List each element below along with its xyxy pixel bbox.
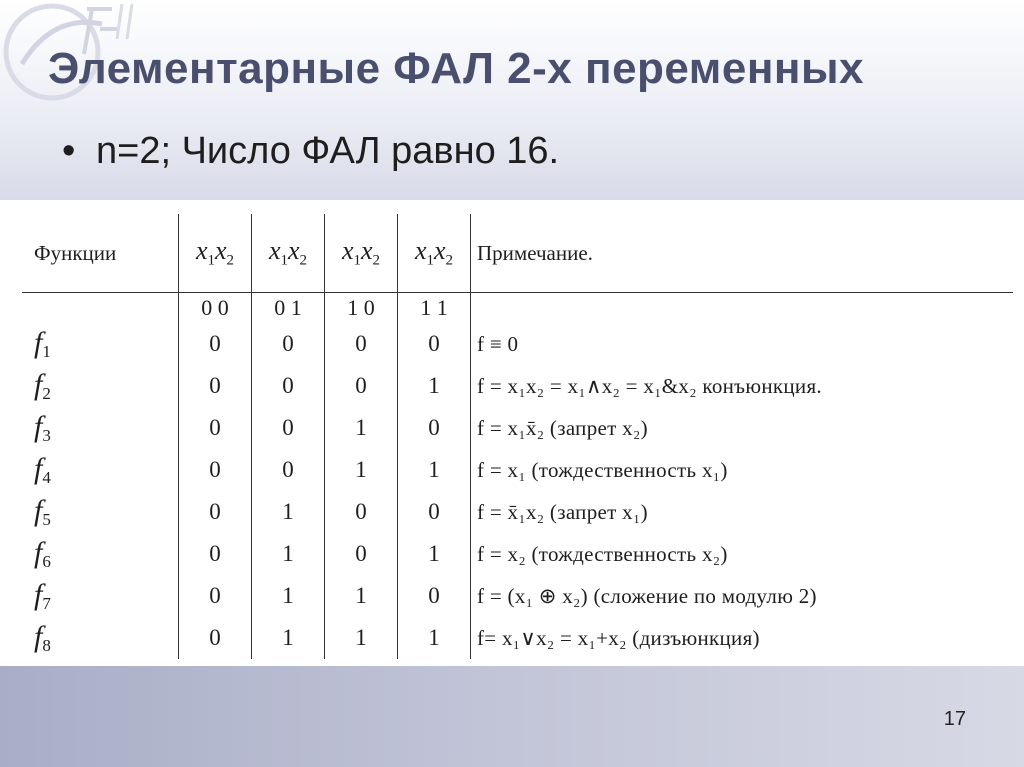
value-cell: 0 — [179, 407, 252, 449]
var-header: $x_1x_2$ — [252, 214, 325, 293]
note-cell: f = x₁x₂ = x₁∧x₂ = x₁&x₂ конъюнкция. — [477, 373, 822, 398]
table-row — [22, 617, 1013, 659]
page-number: 17 — [943, 708, 966, 730]
value-cell: 0 — [325, 323, 398, 365]
value-cell: 0 — [398, 491, 471, 533]
functions-header: Функции — [22, 214, 179, 293]
value-cell: 0 — [179, 617, 252, 659]
combo-cell: 0 0 — [179, 293, 252, 324]
value-cell: 0 — [252, 365, 325, 407]
value-cell: 0 — [179, 575, 252, 617]
var-header: $x_1x_2$ — [325, 214, 398, 293]
value-cell: 0 — [179, 323, 252, 365]
function-name: $f_5$ — [22, 491, 179, 533]
table-row — [22, 365, 1013, 407]
value-cell: 1 — [252, 533, 325, 575]
value-cell: 0 — [179, 449, 252, 491]
table-row — [22, 491, 1013, 533]
value-cell: 0 — [325, 533, 398, 575]
value-cell: 0 — [252, 323, 325, 365]
value-cell: 1 — [252, 617, 325, 659]
value-cell: 1 — [252, 575, 325, 617]
combo-cell: 1 0 — [325, 293, 398, 324]
value-cell: 0 — [398, 575, 471, 617]
combo-blank — [22, 293, 179, 324]
value-cell: 0 — [398, 407, 471, 449]
table-area — [0, 200, 1024, 666]
combo-cell: 1 1 — [398, 293, 471, 324]
function-table — [22, 214, 1013, 659]
value-cell: 0 — [252, 407, 325, 449]
table-row — [22, 575, 1013, 617]
value-cell: 1 — [398, 365, 471, 407]
note-cell: f = x̄₁x₂ (запрет x₁) — [477, 499, 648, 524]
function-name: $f_4$ — [22, 449, 179, 491]
function-name: $f_6$ — [22, 533, 179, 575]
table-row — [22, 323, 1013, 365]
value-cell: 0 — [325, 365, 398, 407]
note-cell: f = x₁x̄₂ (запрет x₂) — [477, 415, 648, 440]
bullet-item — [62, 130, 559, 173]
combo-cell: 0 1 — [252, 293, 325, 324]
value-cell: 0 — [325, 491, 398, 533]
value-cell: 0 — [252, 449, 325, 491]
note-cell: f = x₂ (тождественность x₂) — [477, 541, 728, 566]
value-cell: 1 — [398, 617, 471, 659]
function-name: $f_7$ — [22, 575, 179, 617]
function-name: $f_2$ — [22, 365, 179, 407]
table-row — [22, 449, 1013, 491]
value-cell: 1 — [325, 449, 398, 491]
value-cell: 1 — [252, 491, 325, 533]
value-cell: 1 — [325, 617, 398, 659]
slide-header-area — [0, 0, 1024, 200]
note-cell: f= x₁∨x₂ = x₁+x₂ (дизъюнкция) — [477, 625, 760, 650]
var-header: $x_1x_2$ — [179, 214, 252, 293]
table-row — [22, 533, 1013, 575]
value-cell: 0 — [179, 365, 252, 407]
slide-footer-band — [0, 666, 1024, 767]
note-header: Примечание. — [471, 214, 1014, 293]
var-header: $x_1x_2$ — [398, 214, 471, 293]
function-name: $f_8$ — [22, 617, 179, 659]
slide-title: Элементарные ФАЛ 2-х переменных — [48, 44, 865, 93]
note-cell: f = x₁ (тождественность x₁) — [477, 457, 728, 482]
value-cell: 0 — [179, 491, 252, 533]
value-cell: 1 — [398, 533, 471, 575]
bullet-text: n=2; Число ФАЛ равно 16. — [96, 130, 560, 172]
note-cell: f = (x₁ ⊕ x₂) (сложение по модулю 2) — [477, 583, 817, 608]
bullet-dot-icon: • — [62, 130, 76, 172]
value-cell: 0 — [179, 533, 252, 575]
value-cell: 1 — [398, 449, 471, 491]
table-row — [22, 407, 1013, 449]
header-row — [22, 214, 1013, 293]
value-cell: 1 — [325, 407, 398, 449]
value-cell: 0 — [398, 323, 471, 365]
combo-row — [22, 293, 1013, 324]
combo-note-blank — [471, 293, 1014, 324]
function-name: $f_3$ — [22, 407, 179, 449]
note-cell: f ≡ 0 — [477, 331, 519, 356]
function-name: $f_1$ — [22, 323, 179, 365]
value-cell: 1 — [325, 575, 398, 617]
